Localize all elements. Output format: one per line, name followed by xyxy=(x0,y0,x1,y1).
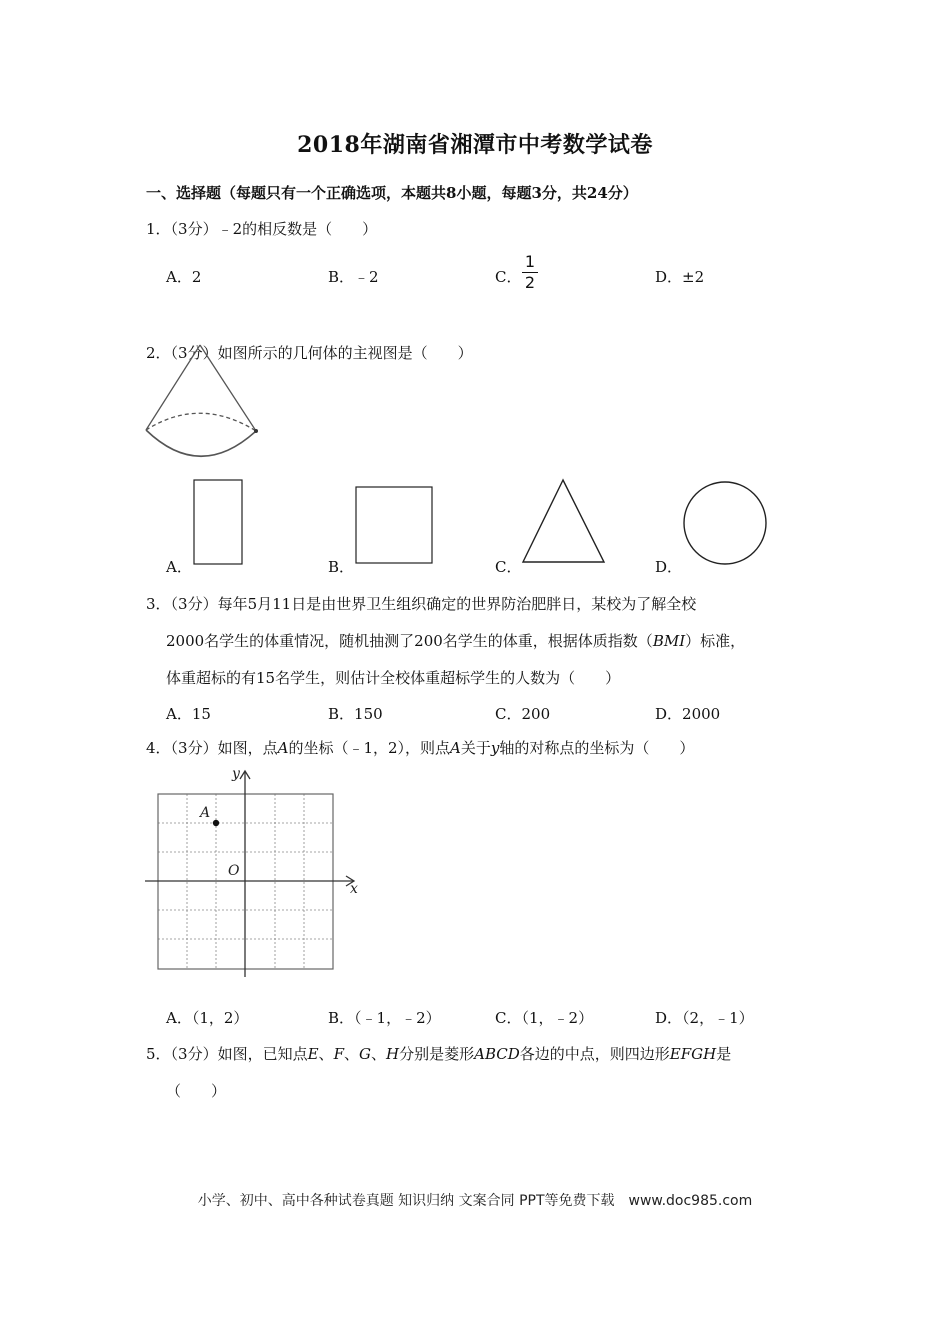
q4-option-b: B．（﹣1，﹣2） xyxy=(328,1009,441,1027)
q5-point-h: H xyxy=(386,1045,400,1063)
question-3-line-2 xyxy=(166,630,745,651)
coordinate-grid-figure xyxy=(140,762,370,977)
q3-option-a: A．15 xyxy=(166,705,211,723)
q1-option-a: A．2 xyxy=(166,268,202,286)
q5-sep-3: 、 xyxy=(370,1045,386,1063)
question-5-line-2: （ ） xyxy=(166,1082,227,1100)
q2-option-d-circle xyxy=(680,480,770,570)
q5-point-f: F xyxy=(333,1045,344,1063)
q5-point-g: G xyxy=(359,1045,371,1063)
q2-option-d: D． xyxy=(655,558,683,576)
point-a-marker xyxy=(213,820,219,826)
origin-label: O xyxy=(228,863,240,879)
q4-option-c: C．（1，﹣2） xyxy=(495,1009,594,1027)
q3-line2-text-a: 2000名学生的体重情况，随机抽测了200名学生的体重，根据体质指数（ xyxy=(166,632,653,650)
fraction-denominator: 2 xyxy=(524,273,536,292)
section-heading: 一、选择题（每题只有一个正确选项，本题共8小题，每题3分，共24分） xyxy=(146,184,638,202)
fraction-numerator: 1 xyxy=(524,252,536,271)
q5-text-d: 是 xyxy=(716,1045,732,1063)
q1-option-c-fraction xyxy=(522,253,538,292)
question-1-stem: 1．（3分）﹣2的相反数是（ ） xyxy=(146,220,378,238)
q5-point-e: E xyxy=(307,1045,319,1063)
q5-sep-1: 、 xyxy=(318,1045,334,1063)
q4-text-b: 的坐标（﹣1，2），则点 xyxy=(288,739,451,757)
q5-text-c: 各边的中点，则四边形 xyxy=(519,1045,670,1063)
q2-option-b: B． xyxy=(328,558,355,576)
q2-option-b-square xyxy=(355,486,435,566)
q4-option-a: A．（1，2） xyxy=(166,1009,249,1027)
q5-text-b: 分别是菱形 xyxy=(399,1045,475,1063)
q4-text-a: 4．（3分）如图，点 xyxy=(146,739,278,757)
q3-option-d: D．2000 xyxy=(655,705,721,723)
q3-bmi: BMI xyxy=(652,632,686,650)
q2-option-a: A． xyxy=(166,558,192,576)
question-3-line-3: 体重超标的有15名学生，则估计全校体重超标学生的人数为（ ） xyxy=(166,669,621,687)
q4-option-d: D．（2，﹣1） xyxy=(655,1009,754,1027)
q1-option-b: B．﹣2 xyxy=(328,268,379,286)
q4-point-a: A xyxy=(277,739,289,757)
q1-option-d: D．±2 xyxy=(655,268,705,286)
question-4-stem xyxy=(146,737,694,758)
q5-sep-2: 、 xyxy=(343,1045,359,1063)
q4-y-axis-ref: y xyxy=(490,739,500,757)
q4-point-a-2: A xyxy=(450,739,461,757)
page-title: 2018年湖南省湘潭市中考数学试卷 xyxy=(297,132,653,158)
q4-text-d: 轴的对称点的坐标为（ ） xyxy=(499,739,695,757)
page-footer: 小学、初中、高中各种试卷真题 知识归纳 文案合同 PPT等免费下载 www.doc985.com xyxy=(197,1193,753,1209)
q5-quad-efgh: EFGH xyxy=(669,1045,717,1063)
q5-rhombus-abcd: ABCD xyxy=(474,1045,520,1063)
q2-option-a-rectangle xyxy=(193,479,245,567)
q3-option-b: B．150 xyxy=(328,705,383,723)
x-axis-label: x xyxy=(350,881,358,897)
q2-option-c-triangle xyxy=(520,478,610,566)
q3-option-c: C．200 xyxy=(495,705,551,723)
q4-text-c: 关于 xyxy=(460,739,491,757)
question-2-stem: 2．（3分）如图所示的几何体的主视图是（ ） xyxy=(146,344,473,362)
cone-figure xyxy=(140,338,270,466)
question-3-line-1: 3．（3分）每年5月11日是由世界卫生组织确定的世界防治肥胖日，某校为了解全校 xyxy=(146,595,697,613)
point-a-label: A xyxy=(200,805,211,821)
y-axis-label: y xyxy=(232,766,240,782)
q5-text-a: 5．（3分）如图，已知点 xyxy=(146,1045,308,1063)
question-5-stem xyxy=(146,1043,731,1064)
q2-option-c: C． xyxy=(495,558,522,576)
q1-option-c: C． xyxy=(495,268,522,286)
q3-line2-text-b: ）标准， xyxy=(685,632,746,650)
